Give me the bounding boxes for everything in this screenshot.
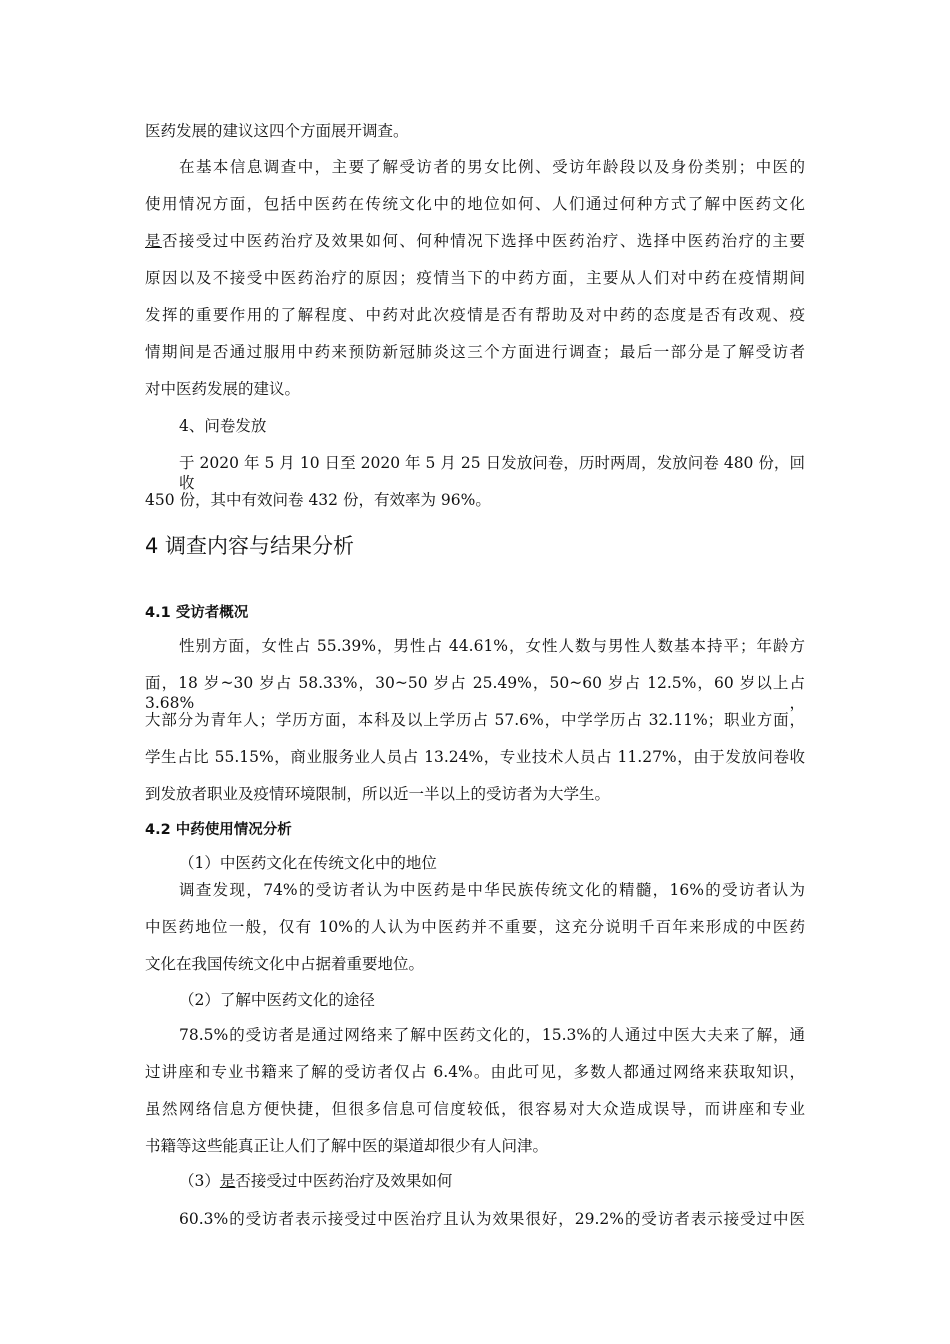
paragraph-line: 学生占比 55.15%，商业服务业人员占 13.24%，专业技术人员占 11.27%，由于发放问卷收 [145,748,805,766]
paragraph-line: 78.5%的受访者是通过网络来了解中医药文化的，15.3%的人通过中医大夫来了解，通 [179,1026,805,1044]
paragraph-line: 到发放者职业及疫情环境限制，所以近一半以上的受访者为大学生。 [145,785,611,803]
paragraph-text: 否接受过中医药治疗及效果如何、何种情况下选择中医药治疗、选择中医药治疗的主要 [161,232,805,250]
section-heading-4-1: 4.1 受访者概况 [145,605,249,621]
paragraph-line: 于 2020 年 5 月 10 日至 2020 年 5 月 25 日发放问卷，历时两周，发放问卷 480 份，回收 [179,454,805,492]
underlined-char: 是 [219,1172,236,1190]
paragraph-line: 原因以及不接受中医药治疗的原因；疫情当下的中药方面，主要从人们对中药在疫情期间 [145,269,805,287]
paragraph-line: 450 份，其中有效问卷 432 份，有效率为 96%。 [145,491,491,509]
paragraph-line: 情期间是否通过服用中药来预防新冠肺炎这三个方面进行调查；最后一部分是了解受访者 [145,343,805,361]
paragraph-line: 面，18 岁~30 岁占 58.33%，30~50 岁占 25.49%，50~60 岁占 12.5%，60 岁以上占 3.68%， [145,674,805,712]
paragraph-line: 过讲座和专业书籍来了解的受访者仅占 6.4%。由此可见，多数人都通过网络来获取知识， [145,1063,805,1081]
paragraph-line: 60.3%的受访者表示接受过中医治疗且认为效果很好，29.2%的受访者表示接受过中医 [179,1210,805,1228]
sub-item-title-2: （2）了解中医药文化的途径 [179,991,375,1009]
paragraph-line: 在基本信息调查中，主要了解受访者的男女比例、受访年龄段以及身份类别；中医的 [179,158,805,176]
paragraph-line: 使用情况方面，包括中医药在传统文化中的地位如何、人们通过何种方式了解中医药文化 [145,195,805,213]
underlined-char: 是 [145,232,162,250]
paragraph-line [145,231,805,251]
chapter-heading: 4 调查内容与结果分析 [145,534,355,558]
paragraph-line: 性别方面，女性占 55.39%，男性占 44.61%，女性人数与男性人数基本持平；年龄方 [179,637,805,655]
paragraph-line: 发挥的重要作用的了解程度、中药对此次疫情是否有帮助及对中药的态度是否有改观、疫 [145,306,805,324]
sub-item-text: 否接受过中医药治疗及效果如何 [235,1172,453,1190]
paragraph-line: 中医药地位一般，仅有 10%的人认为中医药并不重要，这充分说明千百年来形成的中医药 [145,918,805,936]
paragraph-line: 医药发展的建议这四个方面展开调查。 [145,122,409,140]
paragraph-line: 调查发现，74%的受访者认为中医药是中华民族传统文化的精髓，16%的受访者认为 [179,881,805,899]
paragraph-line: 虽然网络信息方便快捷，但很多信息可信度较低，很容易对大众造成误导，而讲座和专业 [145,1100,805,1118]
section-heading-4-2: 4.2 中药使用情况分析 [145,822,292,838]
section-title-distribution: 4、问卷发放 [179,417,267,435]
sub-item-title-3 [179,1171,452,1191]
paragraph-line: 文化在我国传统文化中占据着重要地位。 [145,955,425,973]
sub-item-title-1: （1）中医药文化在传统文化中的地位 [179,854,437,872]
paragraph-line: 书籍等这些能真正让人们了解中医的渠道却很少有人问津。 [145,1137,549,1155]
paragraph-line: 大部分为青年人；学历方面，本科及以上学历占 57.6%，中学学历占 32.11%；职业方面， [145,711,805,729]
sub-item-prefix: （3） [179,1172,220,1190]
paragraph-line: 对中医药发展的建议。 [145,380,301,398]
